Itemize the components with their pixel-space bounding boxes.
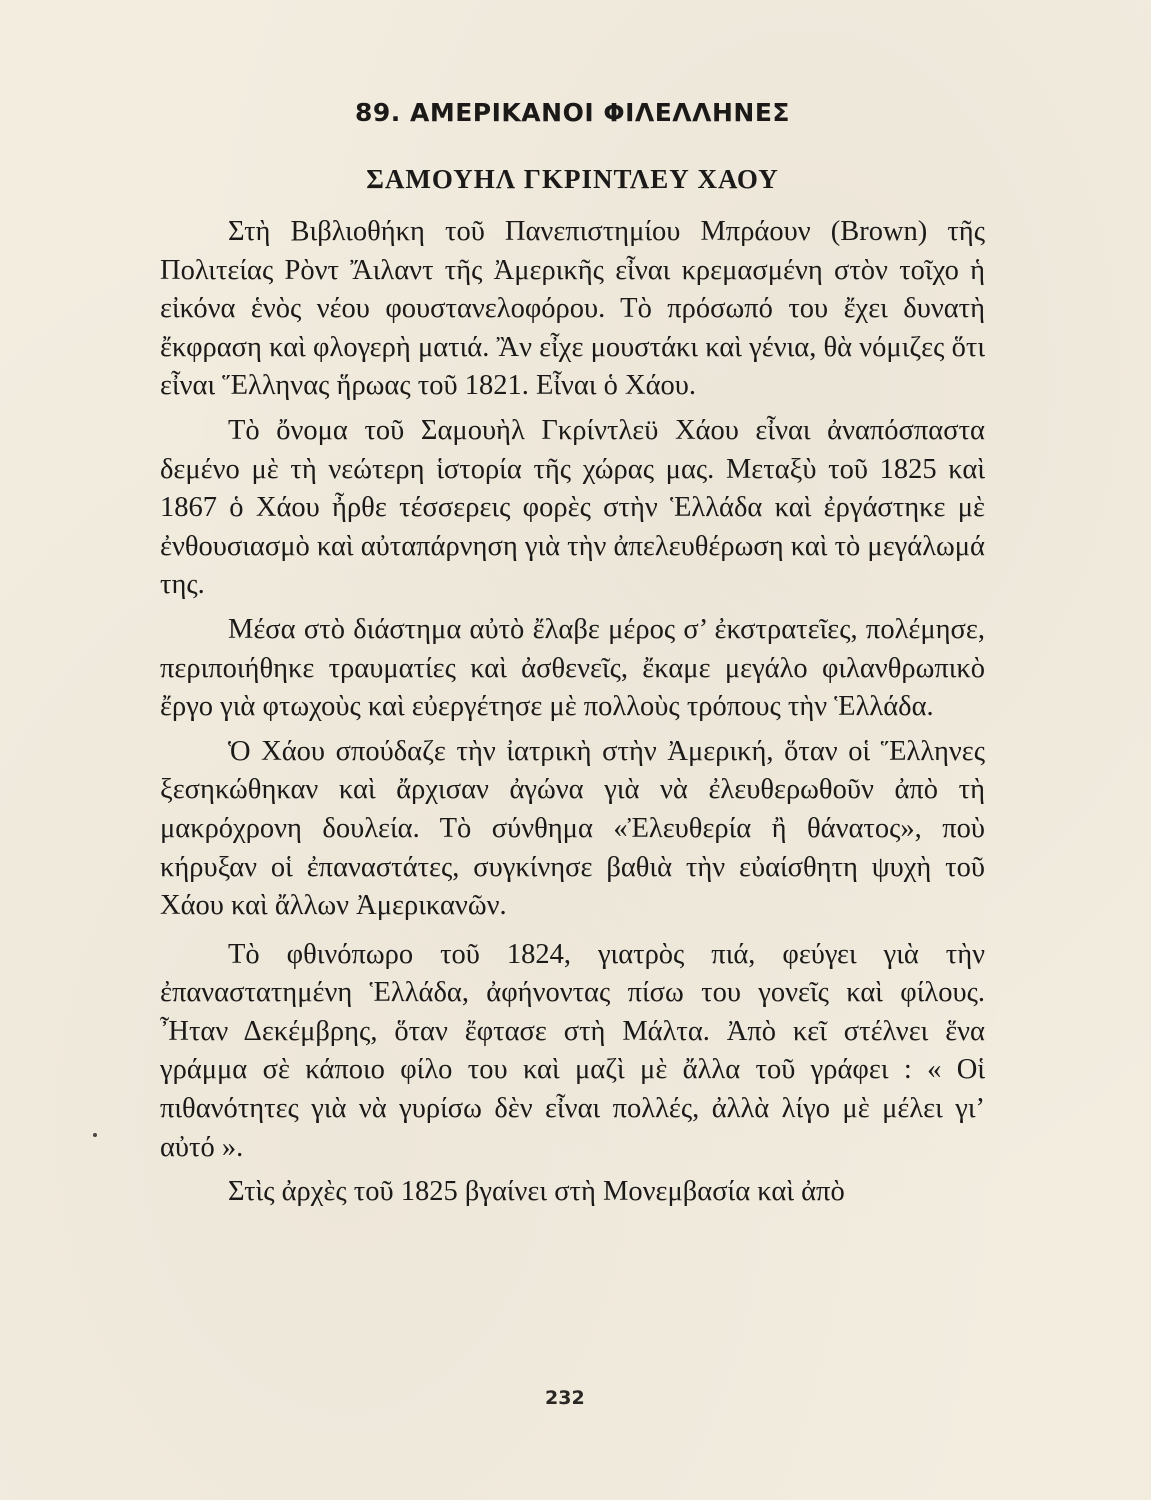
chapter-subheading: ΣΑΜΟΥΗΛ ΓΚΡΙΝΤΛΕΥ ΧΑΟΥ xyxy=(366,164,779,194)
page-number: 232 xyxy=(545,1387,585,1409)
ink-mark xyxy=(93,1133,97,1137)
paragraph-2: Τὸ ὄνομα τοῦ Σαμουὴλ Γκρίντλεϋ Χάου εἶναι ἀναπόσπαστα δεμένο μὲ τὴ νεώτερη ἱστορία τῆς χώρας μας. Μεταξὺ τοῦ 1825 καὶ 1867 ὁ Χάου ἦρθε τέσσερεις φορὲς στὴν Ἑλλάδα καὶ ἐργάστηκε μὲ ἐνθουσιασμὸ καὶ αὐταπάρνηση γιὰ τὴν ἀπελευθέρωση καὶ τὸ μεγάλωμά της. xyxy=(160,414,985,601)
text-block xyxy=(160,95,985,1212)
paragraph-1: Στὴ Βιβλιοθήκη τοῦ Πανεπιστημίου Μπράουν (Brown) τῆς Πολιτείας Ρὸντ Ἄιλαντ τῆς Ἀμερικῆς εἶναι κρεμασμένη στὸν τοῖχο ἡ εἰκόνα ἑνὸς νέου φουστανελοφόρου. Τὸ πρόσωπό του ἔχει δυνατὴ ἔκφραση καὶ φλογερὴ ματιά. Ἂν εἶχε μουστάκι καὶ γένια, θὰ νόμιζες ὅτι εἶναι Ἕλληνας ἥρωας τοῦ 1821. Εἶναι ὁ Χάου. xyxy=(160,216,985,402)
paragraph-6: Στὶς ἀρχὲς τοῦ 1825 βγαίνει στὴ Μονεμβασία καὶ ἀπὸ xyxy=(228,1176,845,1208)
paragraph-3: Μέσα στὸ διάστημα αὐτὸ ἔλαβε μέρος σ’ ἐκστρατεῖες, πολέμησε, περιποιήθηκε τραυματίες καὶ ἀσθενεῖς, ἔκαμε μεγάλο φιλανθρωπικὸ ἔργο γιὰ φτωχοὺς καὶ εὐεργέτησε μὲ πολλοὺς τρόπους τὴν Ἑλλάδα. xyxy=(160,613,985,723)
chapter-heading: 89. ΑΜΕΡΙΚΑΝΟΙ ΦΙΛΕΛΛΗΝΕΣ xyxy=(355,98,790,127)
paragraph-5: Τὸ φθινόπωρο τοῦ 1824, γιατρὸς πιά, φεύγει γιὰ τὴν ἐπαναστατημένη Ἑλλάδα, ἀφήνοντας πίσω του γονεῖς καὶ φίλους. Ἦταν Δεκέμβρης, ὅταν ἔφτασε στὴ Μάλτα. Ἀπὸ κεῖ στέλνει ἕνα γράμμα σὲ κάποιο φίλο του καὶ μαζὶ μὲ ἄλλα τοῦ γράφει : « Οἱ πιθανότητες γιὰ νὰ γυρίσω δὲν εἶναι πολλές, ἀλλὰ λίγο μὲ μέλει γι’ αὐτό ». xyxy=(160,938,985,1163)
paragraph-4: Ὁ Χάου σπούδαζε τὴν ἰατρικὴ στὴν Ἀμερική, ὅταν οἱ Ἕλληνες ξεσηκώθηκαν καὶ ἄρχισαν ἀγώνα γιὰ νὰ ἐλευθερωθοῦν ἀπὸ τὴ μακρόχρονη δουλεία. Τὸ σύνθημα «Ἐλευθερία ἢ θάνατος», ποὺ κήρυξαν οἱ ἐπαναστάτες, συγκίνησε βαθιὰ τὴν εὐαίσθητη ψυχὴ τοῦ Χάου καὶ ἄλλων Ἀμερικανῶν. xyxy=(160,735,985,922)
